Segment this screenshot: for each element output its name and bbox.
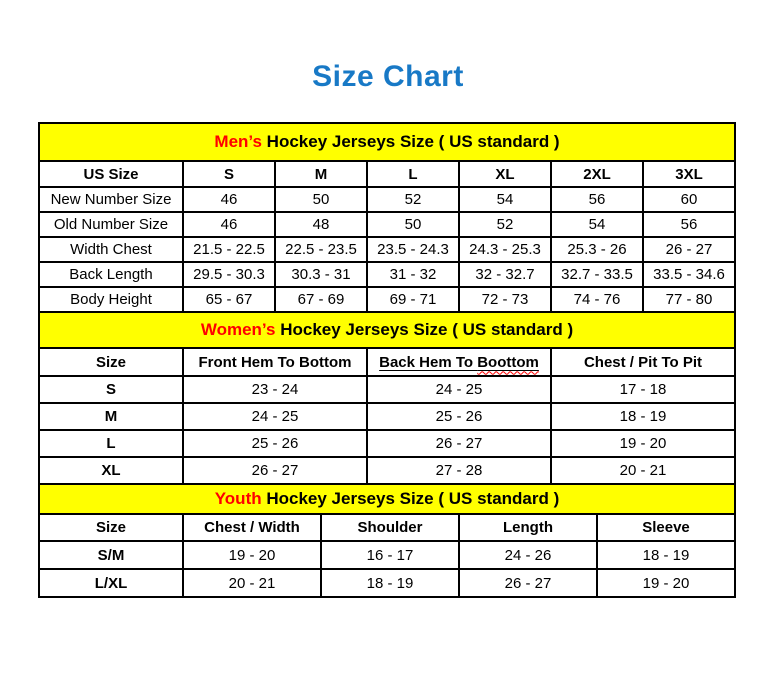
youth-cell: 19 - 20	[597, 569, 735, 597]
table-row	[39, 376, 735, 403]
womens-section-highlight: Women’s	[200, 320, 276, 339]
womens-cell: 25 - 26	[367, 403, 551, 430]
mens-cell: 54	[551, 212, 643, 237]
mens-cell: 23.5 - 24.3	[367, 237, 459, 262]
mens-cell: 46	[183, 187, 275, 212]
mens-cell: 21.5 - 22.5	[183, 237, 275, 262]
mens-row-label: Old Number Size	[39, 212, 183, 237]
youth-section-highlight: Youth	[214, 489, 262, 508]
mens-cell: 54	[459, 187, 551, 212]
womens-cell: 17 - 18	[551, 376, 735, 403]
mens-cell: 60	[643, 187, 735, 212]
womens-cell: 24 - 25	[367, 376, 551, 403]
youth-cell: 18 - 19	[597, 541, 735, 569]
youth-cell: 18 - 19	[321, 569, 459, 597]
table-row	[39, 430, 735, 457]
table-row	[39, 287, 735, 312]
womens-col-header: Front Hem To Bottom	[183, 348, 367, 376]
youth-size-table	[38, 483, 736, 598]
youth-col-header: Sleeve	[597, 514, 735, 541]
youth-col-header: Size	[39, 514, 183, 541]
mens-cell: 50	[275, 187, 367, 212]
table-row	[39, 237, 735, 262]
table-row	[39, 403, 735, 430]
mens-col-header: US Size	[39, 161, 183, 187]
table-row	[39, 457, 735, 484]
mens-row-label: Back Length	[39, 262, 183, 287]
youth-section-header	[39, 484, 735, 514]
mens-cell: 72 - 73	[459, 287, 551, 312]
womens-cell: 27 - 28	[367, 457, 551, 484]
womens-row-label: XL	[39, 457, 183, 484]
mens-col-header: 3XL	[643, 161, 735, 187]
mens-band-row	[39, 123, 735, 161]
youth-band-row	[39, 484, 735, 514]
mens-cell: 48	[275, 212, 367, 237]
youth-cell: 26 - 27	[459, 569, 597, 597]
youth-cell: 20 - 21	[183, 569, 321, 597]
womens-cell: 26 - 27	[367, 430, 551, 457]
mens-cell: 32.7 - 33.5	[551, 262, 643, 287]
mens-cell: 24.3 - 25.3	[459, 237, 551, 262]
mens-cell: 46	[183, 212, 275, 237]
womens-section-header	[39, 312, 735, 348]
mens-header-row	[39, 161, 735, 187]
mens-section-highlight: Men’s	[214, 132, 262, 151]
mens-cell: 67 - 69	[275, 287, 367, 312]
mens-cell: 30.3 - 31	[275, 262, 367, 287]
womens-row-label: M	[39, 403, 183, 430]
youth-cell: 19 - 20	[183, 541, 321, 569]
mens-col-header: M	[275, 161, 367, 187]
table-row	[39, 187, 735, 212]
womens-cell: 26 - 27	[183, 457, 367, 484]
mens-col-header: L	[367, 161, 459, 187]
youth-col-header: Shoulder	[321, 514, 459, 541]
womens-cell: 18 - 19	[551, 403, 735, 430]
womens-band-row	[39, 312, 735, 348]
mens-cell: 65 - 67	[183, 287, 275, 312]
table-row	[39, 262, 735, 287]
back-hem-label: Back Hem To	[379, 353, 478, 371]
mens-cell: 33.5 - 34.6	[643, 262, 735, 287]
womens-cell: 24 - 25	[183, 403, 367, 430]
youth-col-header: Chest / Width	[183, 514, 321, 541]
table-row	[39, 569, 735, 597]
page-title: Size Chart	[312, 60, 464, 93]
womens-section-title: Hockey Jerseys Size ( US standard )	[275, 320, 574, 339]
mens-cell: 52	[459, 212, 551, 237]
mens-cell: 69 - 71	[367, 287, 459, 312]
womens-cell: 20 - 21	[551, 457, 735, 484]
mens-row-label: Body Height	[39, 287, 183, 312]
mens-section-title: Hockey Jerseys Size ( US standard )	[261, 132, 560, 151]
mens-cell: 31 - 32	[367, 262, 459, 287]
table-row	[39, 212, 735, 237]
youth-row-label: L/XL	[39, 569, 183, 597]
mens-cell: 74 - 76	[551, 287, 643, 312]
size-chart	[38, 122, 736, 598]
youth-cell: 24 - 26	[459, 541, 597, 569]
youth-section-title: Hockey Jerseys Size ( US standard )	[261, 489, 560, 508]
mens-cell: 26 - 27	[643, 237, 735, 262]
mens-row-label: New Number Size	[39, 187, 183, 212]
mens-cell: 32 - 32.7	[459, 262, 551, 287]
womens-cell: 25 - 26	[183, 430, 367, 457]
mens-section-header	[39, 123, 735, 161]
mens-row-label: Width Chest	[39, 237, 183, 262]
womens-cell: 19 - 20	[551, 430, 735, 457]
youth-row-label: S/M	[39, 541, 183, 569]
mens-size-table	[38, 122, 736, 313]
mens-cell: 56	[643, 212, 735, 237]
youth-cell: 16 - 17	[321, 541, 459, 569]
youth-header-row	[39, 514, 735, 541]
womens-col-header: Chest / Pit To Pit	[551, 348, 735, 376]
womens-col-header: Size	[39, 348, 183, 376]
mens-cell: 52	[367, 187, 459, 212]
womens-cell: 23 - 24	[183, 376, 367, 403]
womens-row-label: L	[39, 430, 183, 457]
womens-row-label: S	[39, 376, 183, 403]
back-hem-misspelled-word: Boottom	[477, 353, 539, 371]
mens-cell: 29.5 - 30.3	[183, 262, 275, 287]
womens-size-table	[38, 311, 736, 485]
mens-col-header: XL	[459, 161, 551, 187]
womens-header-row	[39, 348, 735, 376]
mens-cell: 77 - 80	[643, 287, 735, 312]
mens-cell: 56	[551, 187, 643, 212]
mens-cell: 25.3 - 26	[551, 237, 643, 262]
table-row	[39, 541, 735, 569]
youth-col-header: Length	[459, 514, 597, 541]
mens-cell: 50	[367, 212, 459, 237]
mens-col-header: 2XL	[551, 161, 643, 187]
mens-cell: 22.5 - 23.5	[275, 237, 367, 262]
womens-col-header-back	[367, 348, 551, 376]
mens-col-header: S	[183, 161, 275, 187]
